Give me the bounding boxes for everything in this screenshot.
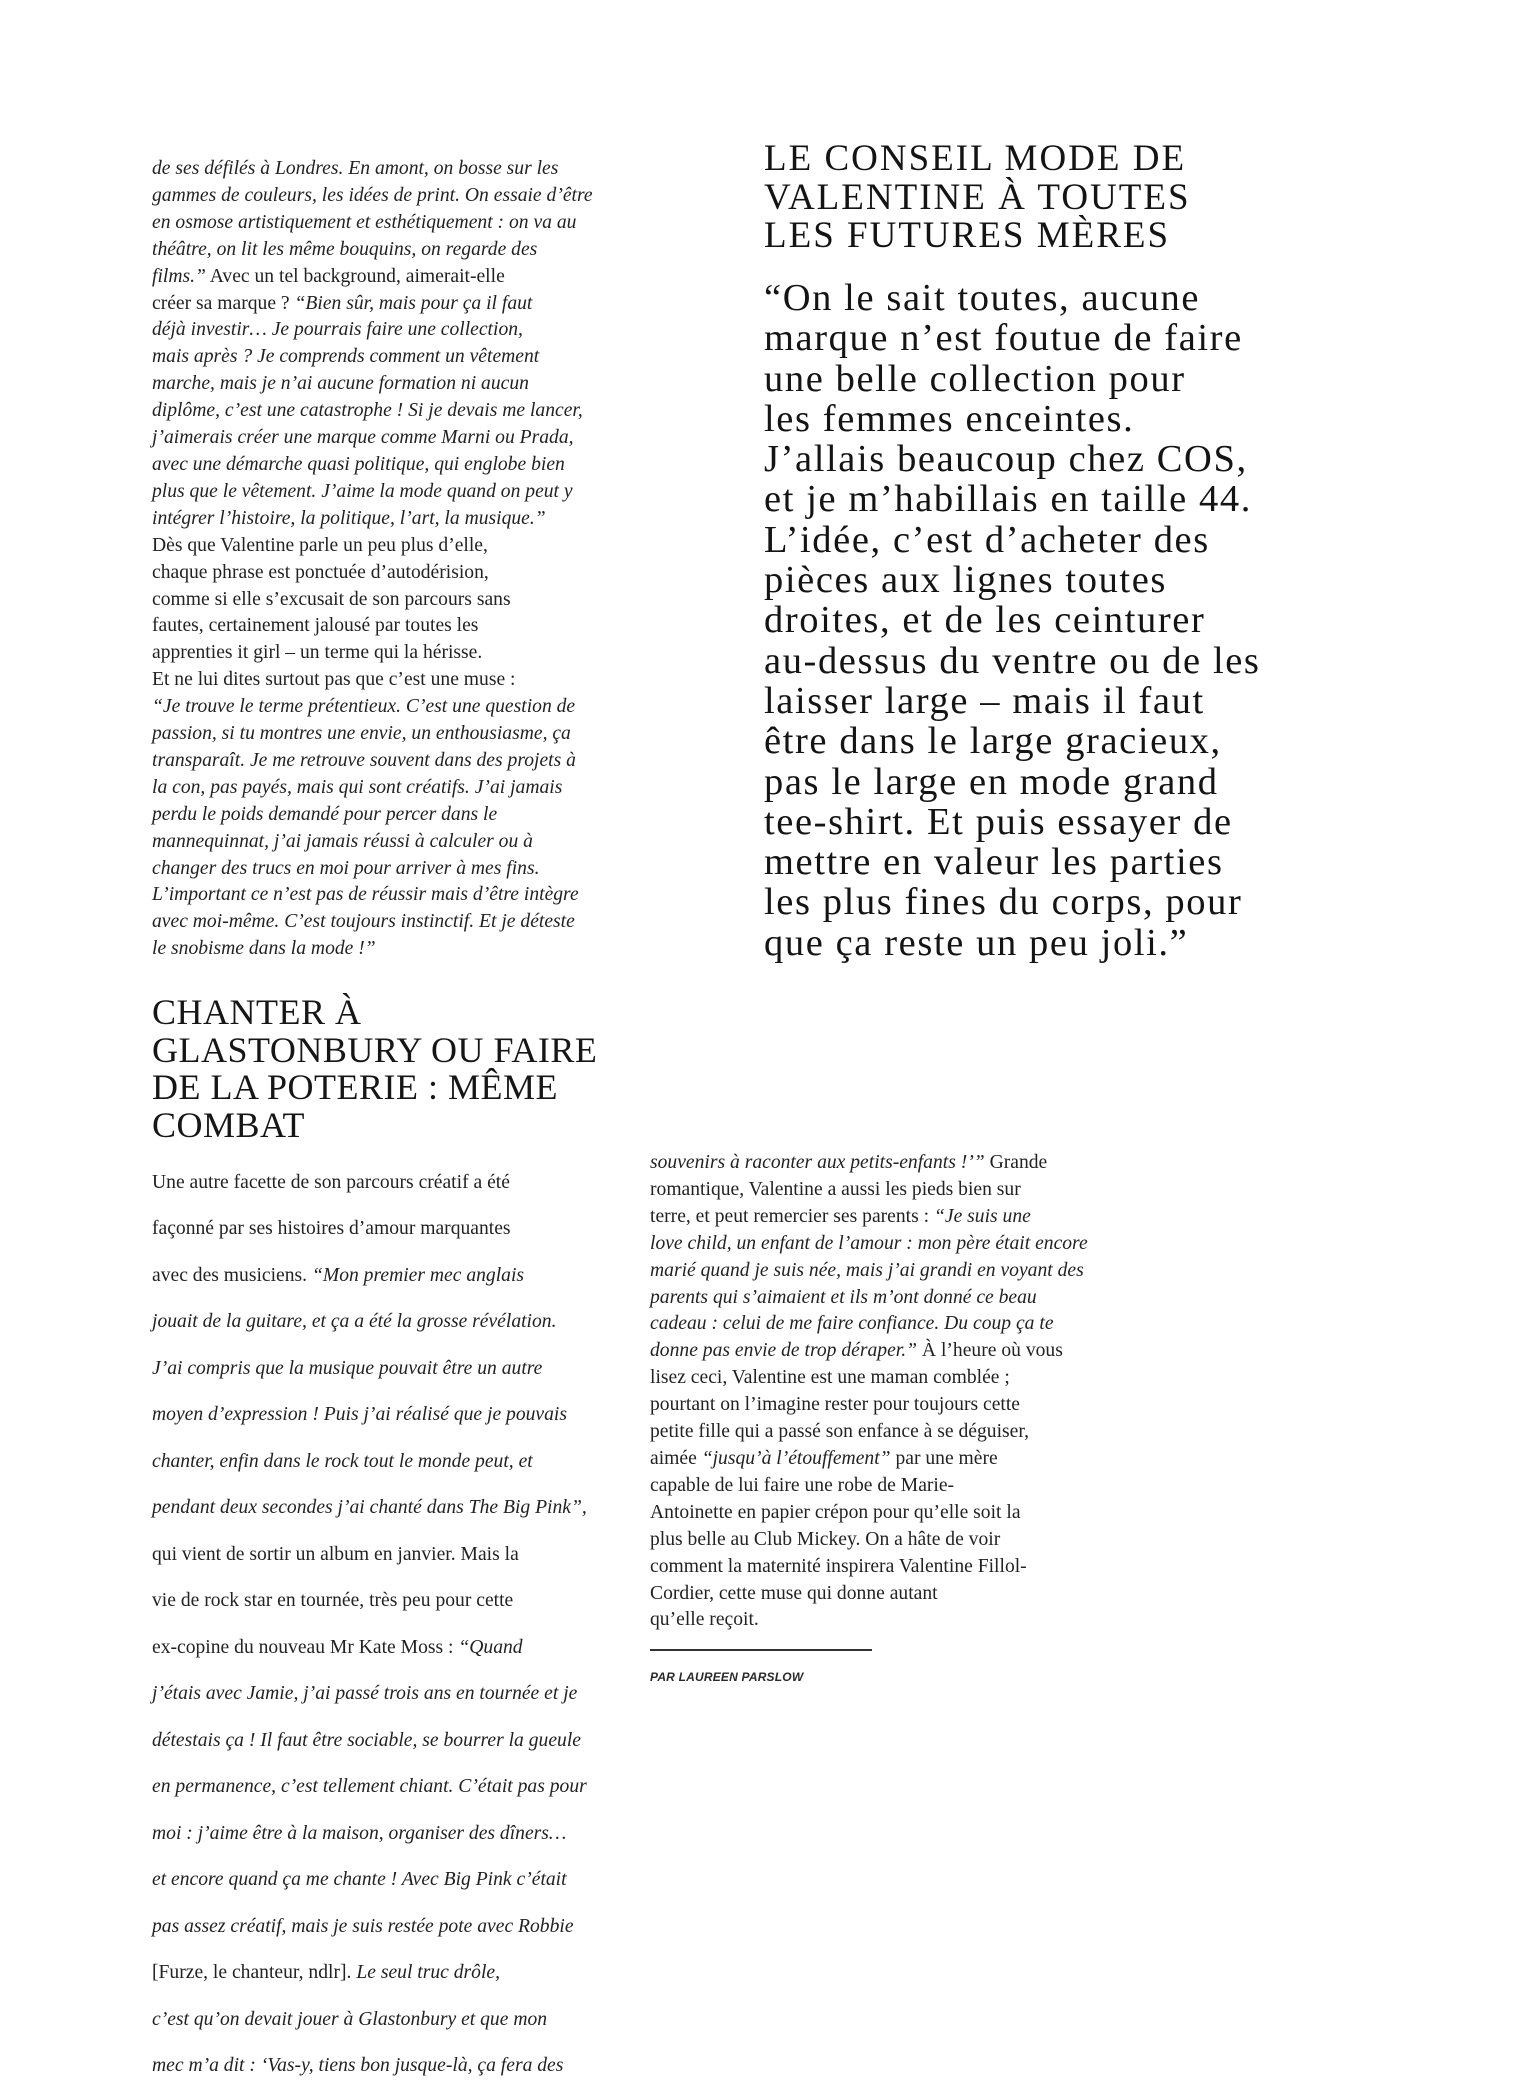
pull-quote-line: marque n’est foutue de faire — [764, 317, 1243, 360]
narrative-segment: fautes, certainement jalousé par toutes les — [152, 615, 479, 637]
narrative-segment: capable de lui faire une robe de Marie- — [650, 1474, 955, 1496]
text-line — [152, 183, 632, 210]
narrative-segment: Antoinette en papier crépon pour qu’elle soit la — [650, 1501, 1021, 1523]
byline-divider — [650, 1649, 872, 1651]
sidebar-heading-line: LES FUTURES MÈRES — [764, 215, 1171, 256]
pull-quote-line: pièces aux lignes toutes — [764, 559, 1167, 602]
narrative-segment: créer sa marque ? — [152, 292, 295, 314]
quote-segment: souvenirs à raconter aux petits-enfants !’” — [650, 1152, 985, 1173]
text-line — [152, 1681, 632, 1708]
narrative-segment: comment la maternité inspirera Valentine Fillol- — [650, 1555, 1027, 1577]
text-line — [152, 1542, 632, 1569]
pull-quote-line: être dans le large gracieux, — [764, 720, 1222, 763]
narrative-segment: façonné par ses histoires d’amour marquantes — [152, 1218, 511, 1240]
quote-segment: L’important ce n’est pas de réussir mais d’être intègre — [152, 884, 579, 906]
pull-quote-line: les plus fines du corps, pour — [764, 881, 1243, 924]
quote-segment: “Mon premier mec anglais — [311, 1264, 525, 1286]
quote-segment: en permanence, c’est tellement chiant. C’était pas pour — [152, 1776, 587, 1798]
pull-quote-line: droites, et de les ceinturer — [764, 599, 1206, 642]
section-heading — [152, 994, 597, 1144]
text-line — [650, 1581, 1130, 1608]
quote-segment: donne pas envie de trop déraper.” — [650, 1340, 918, 1362]
middle-column-text — [650, 1150, 1130, 1634]
quote-segment: détestais ça ! Il faut être sociable, se bourrer la gueule — [152, 1729, 581, 1751]
quote-segment: “Bien sûr, mais pour ça il faut — [294, 292, 533, 314]
text-line — [650, 1204, 1130, 1231]
text-line — [152, 2007, 632, 2034]
narrative-segment: avec des musiciens. — [152, 1264, 312, 1286]
quote-segment: “Je suis une — [933, 1205, 1031, 1227]
pull-quote-line: une belle collection pour — [764, 357, 1186, 400]
narrative-segment: terre, et peut remercier ses parents : — [650, 1205, 934, 1227]
quote-segment: j’aimerais créer une marque comme Marni ou Prada, — [152, 427, 574, 449]
pull-quote-line: tee-shirt. Et puis essayer de — [764, 800, 1233, 843]
text-line — [152, 667, 632, 694]
pull-quote-line: que ça reste un peu joli.” — [764, 921, 1189, 964]
text-line — [650, 1258, 1130, 1285]
sidebar-heading-line: VALENTINE À TOUTES — [764, 176, 1191, 218]
quote-segment: de ses défilés à Londres. En amont, on bosse sur les — [152, 158, 559, 179]
quote-segment: le snobisme dans la mode !” — [152, 938, 376, 960]
section-heading-line: GLASTONBURY OU FAIRE — [152, 1029, 598, 1070]
quote-segment: en osmose artistiquement et esthétiquement : on va au — [152, 211, 577, 233]
text-line — [650, 1419, 1130, 1446]
quote-segment: “jusqu’à l’étouffement” — [701, 1447, 891, 1469]
text-line — [152, 533, 632, 560]
quote-segment: avec une démarche quasi politique, qui englobe bien — [152, 453, 565, 475]
text-line — [650, 1607, 1130, 1634]
text-line — [650, 1365, 1130, 1392]
quote-segment: pas assez créatif, mais je suis restée pote avec Robbie — [152, 1915, 574, 1937]
narrative-segment: qu’elle reçoit. — [650, 1609, 759, 1631]
quote-segment: mec m’a dit : ‘Vas-y, tiens bon jusque-là, ça fera des — [152, 2055, 564, 2077]
left-column-text — [152, 156, 632, 963]
quote-segment: j’étais avec Jamie, j’ai passé trois ans en tournée et je — [152, 1683, 578, 1705]
narrative-segment: chaque phrase est ponctuée d’autodérision, — [152, 561, 489, 583]
narrative-segment: pourtant on l’imagine rester pour toujours cette — [650, 1394, 1020, 1416]
text-line — [152, 1588, 632, 1615]
text-line — [152, 1635, 632, 1662]
text-line — [152, 1960, 632, 1987]
text-line — [152, 802, 632, 829]
text-line — [152, 694, 632, 721]
text-line — [650, 1231, 1130, 1258]
quote-segment: moyen d’expression ! Puis j’ai réalisé que je pouvais — [152, 1404, 567, 1426]
quote-segment: films.” — [152, 265, 206, 287]
quote-segment: moi : j’aime être à la maison, organiser des dîners… — [152, 1822, 567, 1844]
quote-segment: mais après ? Je comprends comment un vêtement — [152, 346, 540, 368]
pull-quote-line: L’idée, c’est d’acheter des — [764, 518, 1210, 561]
narrative-segment: Une autre facette de son parcours créatif a été — [152, 1171, 510, 1193]
narrative-segment: aimée — [650, 1447, 702, 1469]
text-line — [650, 1338, 1130, 1365]
text-line — [152, 479, 632, 506]
pull-quote — [764, 278, 1261, 963]
text-line — [650, 1311, 1130, 1338]
text-line — [152, 1914, 632, 1941]
text-line — [650, 1500, 1130, 1527]
quote-segment: cadeau : celui de me faire confiance. Du coup ça te — [650, 1313, 1054, 1335]
text-line — [152, 237, 632, 264]
text-line — [152, 506, 632, 533]
section-body-text — [152, 1150, 632, 2100]
text-line — [152, 398, 632, 425]
section-heading-line: CHANTER À — [152, 992, 362, 1032]
text-line — [152, 1867, 632, 1894]
quote-segment: diplôme, c’est une catastrophe ! Si je devais me lancer, — [152, 400, 583, 422]
quote-segment: la con, pas payés, mais qui sont créatifs. J’ai jamais — [152, 776, 563, 798]
quote-segment: déjà investir… Je pourrais faire une collection, — [152, 319, 523, 341]
quote-segment: transparaît. Je me retrouve souvent dans des projets à — [152, 749, 576, 771]
quote-segment: gammes de couleurs, les idées de print. On essaie d’être — [152, 184, 593, 206]
text-line — [152, 264, 632, 291]
narrative-segment: vie de rock star en tournée, très peu pour cette — [152, 1590, 514, 1612]
text-line — [152, 587, 632, 614]
text-line — [650, 1150, 1130, 1177]
text-line — [650, 1285, 1130, 1312]
narrative-segment: apprenties it girl – un terme qui la hérisse. — [152, 642, 483, 664]
quote-segment: marié quand je suis née, mais j’ai grandi en voyant des — [650, 1259, 1084, 1281]
pull-quote-line: J’allais beaucoup chez COS, — [764, 438, 1248, 481]
text-line — [152, 317, 632, 344]
quote-segment: “Je trouve le terme prétentieux. C’est une question de — [152, 696, 576, 718]
quote-segment: avec moi-même. C’est toujours instinctif. Et je déteste — [152, 911, 575, 933]
text-line — [650, 1473, 1130, 1500]
text-line — [152, 1728, 632, 1755]
quote-segment: plus que le vêtement. J’aime la mode quand on peut y — [152, 480, 573, 502]
quote-segment: parents qui s’aimaient et ils m’ont donné ce beau — [650, 1286, 1037, 1308]
text-line — [650, 1177, 1130, 1204]
quote-segment: chanter, enfin dans le rock tout le monde peut, et — [152, 1450, 533, 1472]
text-line — [152, 344, 632, 371]
quote-segment: love child, un enfant de l’amour : mon père était encore — [650, 1232, 1088, 1254]
quote-segment: perdu le poids demandé pour percer dans le — [152, 803, 498, 825]
text-line — [152, 156, 632, 183]
narrative-segment: lisez ceci, Valentine est une maman comblée ; — [650, 1367, 1010, 1389]
text-line — [152, 560, 632, 587]
quote-segment: pendant deux secondes j’ai chanté dans The Big Pink”, — [152, 1497, 587, 1519]
narrative-segment: petite fille qui a passé son enfance à se déguiser, — [650, 1421, 1029, 1443]
text-line — [650, 1446, 1130, 1473]
text-line — [152, 829, 632, 856]
narrative-segment: ex-copine du nouveau Mr Kate Moss : — [152, 1636, 459, 1658]
text-line — [152, 1263, 632, 1290]
text-line — [650, 1527, 1130, 1554]
narrative-segment: par une mère — [890, 1447, 998, 1469]
pull-quote-line: “On le sait toutes, aucune — [764, 277, 1201, 319]
quote-segment: Le seul truc drôle, — [356, 1962, 500, 1984]
text-line — [152, 452, 632, 479]
sidebar-heading-line: LE CONSEIL MODE DE — [764, 138, 1187, 179]
text-line — [152, 1356, 632, 1383]
text-line — [152, 1774, 632, 1801]
section-heading-line: DE LA POTERIE : MÊME — [152, 1067, 558, 1107]
pull-quote-line: laisser large – mais il faut — [764, 679, 1205, 722]
narrative-segment: À l’heure où vous — [917, 1340, 1063, 1362]
quote-segment: changer des trucs en moi pour arriver à mes fins. — [152, 857, 540, 879]
text-line — [152, 2053, 632, 2080]
pull-quote-line: et je m’habillais en taille 44. — [764, 478, 1252, 521]
text-line — [152, 936, 632, 963]
narrative-segment: Et ne lui dites surtout pas que c’est une muse : — [152, 669, 516, 691]
text-line — [152, 640, 632, 667]
quote-segment: passion, si tu montres une envie, un enthousiasme, ça — [152, 723, 571, 745]
narrative-segment: romantique, Valentine a aussi les pieds bien sur — [650, 1178, 1021, 1200]
text-line — [152, 613, 632, 640]
narrative-segment: Grande — [984, 1152, 1048, 1173]
section-heading-line: COMBAT — [152, 1104, 306, 1145]
quote-segment: théâtre, on lit les même bouquins, on regarde des — [152, 238, 538, 260]
text-line — [152, 1495, 632, 1522]
text-line — [152, 1402, 632, 1429]
quote-segment: “Quand — [458, 1636, 523, 1658]
text-line — [152, 1449, 632, 1476]
text-line — [650, 1392, 1130, 1419]
quote-segment: intégrer l’histoire, la politique, l’art, la musique.” — [152, 507, 546, 529]
pull-quote-line: mettre en valeur les parties — [764, 841, 1224, 884]
quote-segment: et encore quand ça me chante ! Avec Big Pink c’était — [152, 1869, 567, 1891]
quote-segment: mannequinnat, j’ai jamais réussi à calculer ou à — [152, 830, 533, 852]
sidebar-heading — [764, 140, 1191, 256]
narrative-segment: plus belle au Club Mickey. On a hâte de voir — [650, 1528, 1001, 1550]
text-line — [152, 1216, 632, 1243]
pull-quote-line: pas le large en mode grand — [764, 760, 1219, 803]
narrative-segment: Cordier, cette muse qui donne autant — [650, 1582, 938, 1604]
pull-quote-line: les femmes enceintes. — [764, 397, 1135, 440]
text-line — [152, 291, 632, 318]
narrative-segment: [Furze, le chanteur, ndlr]. — [152, 1962, 357, 1984]
text-line — [152, 1309, 632, 1336]
text-line — [152, 775, 632, 802]
text-line — [152, 371, 632, 398]
text-line — [152, 856, 632, 883]
quote-segment: marche, mais je n’ai aucune formation ni aucun — [152, 373, 529, 395]
text-line — [152, 721, 632, 748]
narrative-segment: Dès que Valentine parle un peu plus d’elle, — [152, 534, 488, 556]
text-line — [152, 909, 632, 936]
narrative-segment: comme si elle s’excusait de son parcours sans — [152, 588, 511, 610]
text-line — [152, 1821, 632, 1848]
narrative-segment: qui vient de sortir un album en janvier. Mais la — [152, 1543, 519, 1565]
byline: PAR LAUREEN PARSLOW — [650, 1670, 804, 1684]
pull-quote-line: au-dessus du ventre ou de les — [764, 639, 1261, 682]
quote-segment: c’est qu’on devait jouer à Glastonbury et que mon — [152, 2008, 548, 2030]
quote-segment: J’ai compris que la musique pouvait être un autre — [152, 1357, 543, 1379]
text-line — [152, 210, 632, 237]
quote-segment: jouait de la guitare, et ça a été la grosse révélation. — [152, 1311, 557, 1333]
text-line — [152, 882, 632, 909]
text-line — [152, 1170, 632, 1197]
narrative-segment: Avec un tel background, aimerait-elle — [205, 265, 505, 287]
text-line — [650, 1554, 1130, 1581]
text-line — [152, 425, 632, 452]
text-line — [152, 748, 632, 775]
